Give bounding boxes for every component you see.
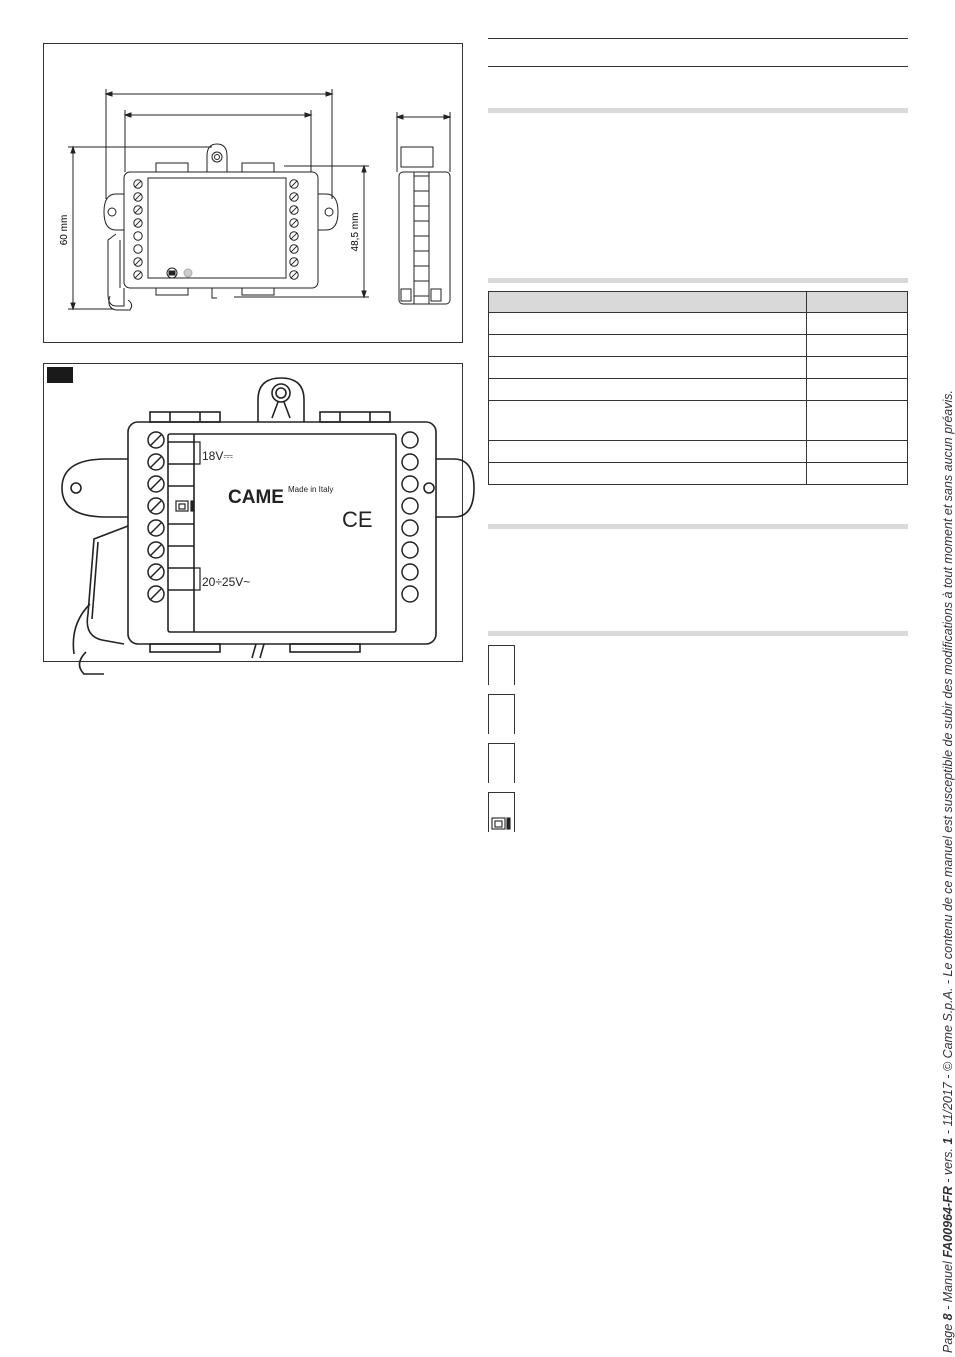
terminal-symbol-box-1	[488, 645, 515, 685]
terminal-screw-icon	[290, 258, 298, 266]
table-row	[489, 313, 908, 335]
footer-text: - 11/2017 - © Came S.p.A. - Le contenu de ce manuel est susceptible de subir des modifications à tout moment et sans aucun préavis.	[941, 390, 955, 1138]
terminal-screw-icon	[148, 520, 164, 536]
terminal-screw-icon	[290, 271, 298, 279]
table-row	[489, 335, 908, 357]
table-row	[489, 379, 908, 401]
terminal-screw-icon	[148, 586, 164, 602]
ce-mark: CE	[342, 507, 373, 532]
jumper-icon	[176, 501, 194, 511]
terminal-ring-icon	[402, 476, 418, 492]
terminal-screw-icon	[148, 498, 164, 514]
terminal-screw-icon	[134, 180, 142, 188]
header-rule-top	[488, 38, 908, 39]
terminal-screw-icon	[290, 219, 298, 227]
terminal-ring-icon	[134, 245, 142, 253]
footer-manual-prefix: - Manuel	[941, 1257, 955, 1314]
footer-manual-code: FA00964-FR	[941, 1186, 955, 1258]
header-rule-bottom	[488, 66, 908, 67]
label-18v-dc: 18V⎓	[202, 449, 233, 463]
terminal-ring-icon	[402, 520, 418, 536]
terminal-screw-icon	[290, 193, 298, 201]
table-row	[489, 401, 908, 441]
front-view-figure	[43, 363, 463, 662]
height-60mm-label: 60 mm	[59, 214, 70, 246]
jumper-symbol-box	[488, 792, 515, 832]
terminal-screw-icon	[290, 245, 298, 253]
section-bar-1	[488, 108, 908, 113]
terminal-screw-icon	[134, 271, 142, 279]
footer-page-prefix: Page	[941, 1320, 955, 1353]
front-view-drawing	[44, 364, 462, 661]
footer-version: 1	[941, 1137, 955, 1145]
table-row	[489, 441, 908, 463]
technical-data-table	[488, 291, 908, 485]
table-row	[489, 463, 908, 485]
terminal-screw-icon	[290, 180, 298, 188]
terminal-screw-icon	[148, 432, 164, 448]
terminal-screw-icon	[290, 232, 298, 240]
jumper-icon	[491, 816, 513, 830]
made-in-italy-label: Made in Italy	[288, 485, 334, 494]
terminal-screw-icon	[134, 258, 142, 266]
terminal-symbol-box-3	[488, 743, 515, 783]
section-bar-4	[488, 631, 908, 636]
terminal-ring-icon	[402, 586, 418, 602]
terminal-ring-icon	[402, 432, 418, 448]
terminal-ring-icon	[402, 498, 418, 514]
label-20-25v-ac: 20÷25V~	[202, 575, 251, 589]
terminal-screw-icon	[134, 206, 142, 214]
section-bar-3	[488, 524, 908, 529]
terminal-screw-icon	[148, 476, 164, 492]
terminal-ring-icon	[402, 564, 418, 580]
terminal-screw-icon	[134, 193, 142, 201]
terminal-ring-icon	[402, 542, 418, 558]
dimensions-drawing	[44, 44, 462, 342]
height-48-5mm-label: 48,5 mm	[350, 212, 361, 252]
dimensions-figure	[43, 43, 463, 343]
terminal-ring-icon	[402, 454, 418, 470]
table-row	[489, 357, 908, 379]
footer-version-prefix: - vers.	[941, 1144, 955, 1187]
brand-logo: CAME	[228, 487, 284, 508]
terminal-screw-icon	[134, 219, 142, 227]
page-footer-note	[941, 390, 955, 1353]
terminal-screw-icon	[290, 206, 298, 214]
terminal-screw-icon	[148, 564, 164, 580]
terminal-ring-icon	[134, 232, 142, 240]
table-header-row	[489, 292, 908, 313]
section-bar-2	[488, 278, 908, 283]
terminal-screw-icon	[148, 454, 164, 470]
terminal-symbol-box-2	[488, 694, 515, 734]
footer-page-number: 8	[941, 1313, 955, 1321]
terminal-screw-icon	[148, 542, 164, 558]
